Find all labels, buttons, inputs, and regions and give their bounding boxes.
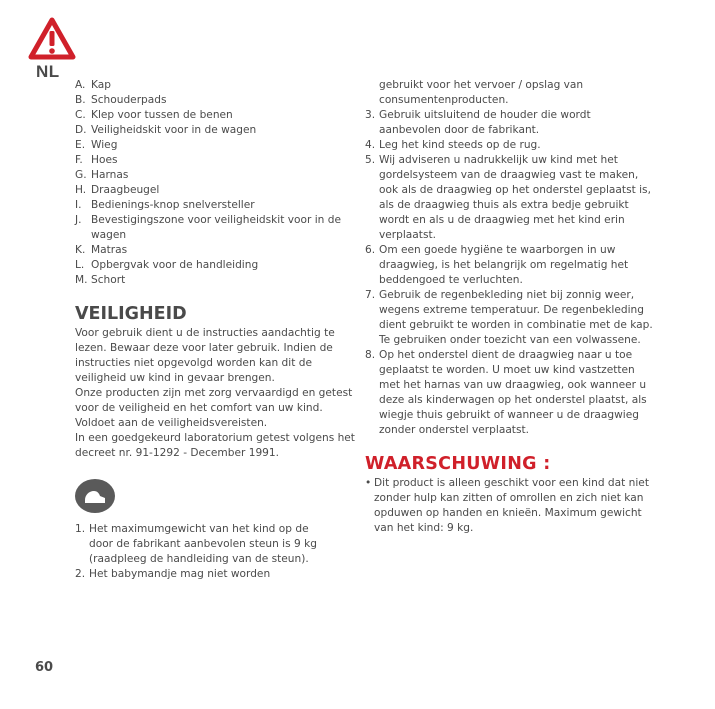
list-item xyxy=(365,288,655,348)
parts-list-item xyxy=(75,273,355,288)
part-label: Draagbeugel xyxy=(91,184,160,196)
language-code: NL xyxy=(36,62,60,81)
part-key: K. xyxy=(75,244,86,256)
list-item xyxy=(75,522,335,567)
part-label: Veiligheidskit voor in de wagen xyxy=(91,124,257,136)
part-label: Schort xyxy=(91,274,126,286)
part-key: H. xyxy=(75,184,87,196)
item-number: 4. xyxy=(365,139,376,151)
item-number: 3. xyxy=(365,109,376,121)
parts-list-item xyxy=(75,108,355,123)
parts-list-item xyxy=(75,168,355,183)
part-key: E. xyxy=(75,139,86,151)
parts-list-item xyxy=(75,198,355,213)
safety-text xyxy=(75,326,355,461)
safety-paragraph: Onze producten zijn met zorg vervaardigd en getest voor de veiligheid en het comfort van uw kind. xyxy=(75,387,353,414)
part-key: L. xyxy=(75,259,85,271)
list-item xyxy=(365,108,655,138)
list-item xyxy=(365,243,655,288)
parts-list-item xyxy=(75,153,355,168)
warning-triangle-icon xyxy=(28,17,76,61)
warning-text: Dit product is alleen geschikt voor een kind dat niet zonder hulp kan zitten of omrollen en zich niet kan opduwen op handen en knieën. Maximum gewicht van het kind: 9 kg. xyxy=(374,477,649,534)
part-label: Schouderpads xyxy=(91,94,167,106)
parts-list-item xyxy=(75,123,355,138)
instructions-left xyxy=(75,522,335,582)
parts-list-item xyxy=(75,93,355,108)
safety-paragraph: Voldoet aan de veiligheidsvereisten. xyxy=(75,417,268,429)
part-key: J. xyxy=(75,214,82,226)
right-column xyxy=(365,78,655,536)
baby-bassinet-icon xyxy=(75,479,115,513)
parts-list xyxy=(75,78,355,288)
safety-paragraph: In een goedgekeurd laboratorium getest volgens het decreet nr. 91-1292 - December 1991. xyxy=(75,432,355,459)
item-number: 2. xyxy=(75,568,86,580)
parts-list-item xyxy=(75,138,355,153)
part-label: Bevestigingszone voor veiligheidskit voor in de wagen xyxy=(91,214,341,241)
part-label: Klep voor tussen de benen xyxy=(91,109,233,121)
item-text: Het babymandje mag niet worden xyxy=(89,568,271,580)
list-item xyxy=(365,138,655,153)
item-number: 8. xyxy=(365,349,376,361)
part-key: F. xyxy=(75,154,83,166)
item-number: 6. xyxy=(365,244,376,256)
item-number: 5. xyxy=(365,154,376,166)
part-key: A. xyxy=(75,79,86,91)
instructions-list-continued xyxy=(365,108,655,438)
warning-item xyxy=(365,476,655,536)
item-number: 7. xyxy=(365,289,376,301)
part-key: G. xyxy=(75,169,87,181)
safety-paragraph: Voor gebruik dient u de instructies aandachtig te lezen. Bewaar deze voor later gebruik. Indien de instructies niet opgevolgd worden kan dit de veiligheid uw kind in gevaar brengen. xyxy=(75,327,335,384)
part-label: Bedienings-knop snelversteller xyxy=(91,199,255,211)
item-text: Wij adviseren u nadrukkelijk uw kind met het gordelsysteem van de draagwieg vast te maken, ook als de draagwieg op het onderstel geplaatst is, als de draagwieg thuis als extra bedje gebruikt wordt en als u de draagwieg met het kind erin verplaatst. xyxy=(379,154,651,241)
parts-list-item xyxy=(75,213,355,243)
page-number: 60 xyxy=(35,660,54,675)
item-number: 1. xyxy=(75,523,86,535)
list-item xyxy=(365,348,655,438)
instructions-list xyxy=(75,522,335,582)
parts-list-item xyxy=(75,243,355,258)
part-label: Harnas xyxy=(91,169,129,181)
safety-heading: VEILIGHEID xyxy=(75,304,187,324)
item-text: Gebruik de regenbekleding niet bij zonnig weer, wegens extreme temperatuur. De regenbekleding dient gebruikt te worden in combinatie met de kap. Te gebruiken onder toezicht van een volwassene. xyxy=(379,289,653,346)
parts-list-item xyxy=(75,183,355,198)
part-key: C. xyxy=(75,109,86,121)
part-label: Matras xyxy=(91,244,128,256)
part-label: Wieg xyxy=(91,139,118,151)
parts-list-item xyxy=(75,78,355,93)
item-text: Gebruik uitsluitend de houder die wordt aanbevolen door de fabrikant. xyxy=(379,109,591,136)
part-label: Kap xyxy=(91,79,111,91)
left-column xyxy=(75,78,355,461)
item-text: Leg het kind steeds op de rug. xyxy=(379,139,541,151)
part-key: D. xyxy=(75,124,87,136)
warning-heading: WAARSCHUWING : xyxy=(365,454,551,474)
parts-list-item xyxy=(75,258,355,273)
part-label: Opbergvak voor de handleiding xyxy=(91,259,259,271)
part-key: I. xyxy=(75,199,82,211)
part-label: Hoes xyxy=(91,154,118,166)
item-text: Op het onderstel dient de draagwieg naar u toe geplaatst te worden. U moet uw kind vastzetten met het harnas van uw draagwieg, ook wanneer u deze als kinderwagen op het onderstel plaatst, als wiegje thuis gebruikt of wanneer u de draagwieg zonder onderstel verplaatst. xyxy=(379,349,647,436)
part-key: B. xyxy=(75,94,86,106)
item-text: Om een goede hygiëne te waarborgen in uw draagwieg, is het belangrijk om regelmatig het beddengoed te verluchten. xyxy=(379,244,629,286)
list-item xyxy=(75,567,335,582)
bullet-marker: • xyxy=(365,477,372,489)
list-item xyxy=(365,153,655,243)
instruction-continuation: gebruikt voor het vervoer / opslag van consumentenproducten. xyxy=(379,79,584,106)
item-text: Het maximumgewicht van het kind op de door de fabrikant aanbevolen steun is 9 kg (raadpleeg de handleiding van de steun). xyxy=(89,523,317,565)
part-key: M. xyxy=(75,274,88,286)
